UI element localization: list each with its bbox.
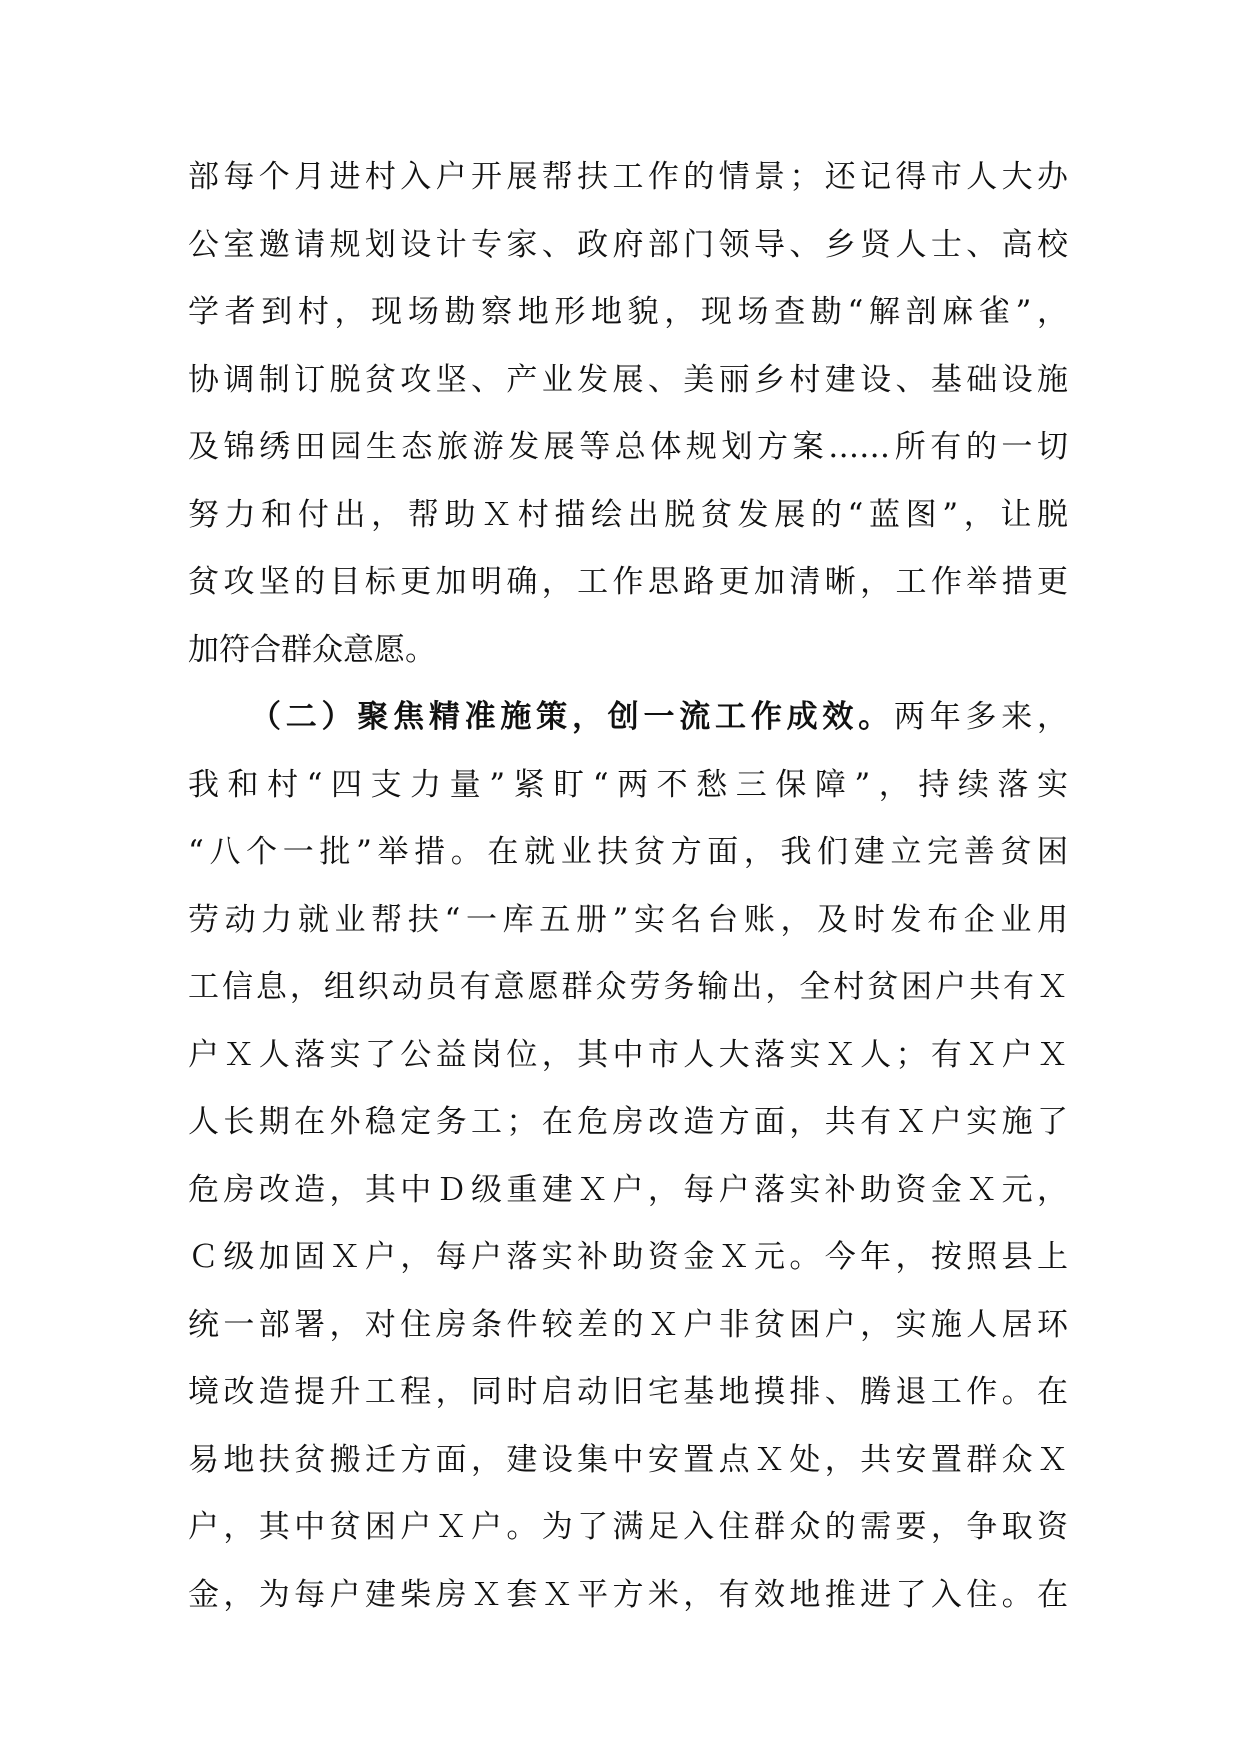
paragraph-2	[188, 684, 1068, 1629]
paragraph-first-line-text: 两年多来，	[893, 699, 1068, 735]
section-heading: （二）聚焦精准施策，创一流工作成效。	[250, 699, 894, 735]
text-line: 统一部署，对住房条件较差的Ｘ户非贫困户，实施人居环	[188, 1306, 1068, 1343]
text-line: 境改造提升工程，同时启动旧宅基地摸排、腾退工作。在	[188, 1374, 1068, 1410]
text-line: Ｃ级加固Ｘ户，每户落实补助资金Ｘ元。今年，按照县上	[188, 1239, 1068, 1275]
text-line: 我和村“四支力量”紧盯“两不愁三保障”，持续落实	[188, 766, 1068, 803]
paragraph-1	[188, 144, 1068, 684]
text-line: 户，其中贫困户Ｘ户。为了满足入住群众的需要，争取资	[188, 1509, 1068, 1545]
text-line: 危房改造，其中Ｄ级重建Ｘ户，每户落实补助资金Ｘ元，	[188, 1171, 1068, 1208]
text-line: 公室邀请规划设计专家、政府部门领导、乡贤人士、高校	[188, 226, 1068, 263]
text-line: 部每个月进村入户开展帮扶工作的情景；还记得市人大办	[188, 159, 1068, 195]
text-line: 协调制订脱贫攻坚、产业发展、美丽乡村建设、基础设施	[188, 361, 1068, 398]
text-line: 努力和付出，帮助Ｘ村描绘出脱贫发展的“蓝图”，让脱	[188, 496, 1068, 533]
paragraph-first-line	[188, 684, 1068, 752]
text-line: 学者到村，现场勘察地形地貌，现场查勘“解剖麻雀”，	[188, 294, 1068, 330]
text-line: 及锦绣田园生态旅游发展等总体规划方案……所有的一切	[188, 429, 1068, 465]
text-line: 金，为每户建柴房Ｘ套Ｘ平方米，有效地推进了入住。在	[188, 1576, 1068, 1613]
text-line: 人长期在外稳定务工；在危房改造方面，共有Ｘ户实施了	[188, 1104, 1068, 1140]
text-line: 易地扶贫搬迁方面，建设集中安置点Ｘ处，共安置群众Ｘ	[188, 1441, 1068, 1478]
text-line: 户Ｘ人落实了公益岗位，其中市人大落实Ｘ人；有Ｘ户Ｘ	[188, 1036, 1068, 1073]
text-line: 工信息，组织动员有意愿群众劳务输出，全村贫困户共有Ｘ	[188, 969, 1068, 1005]
text-line: “八个一批”举措。在就业扶贫方面，我们建立完善贫困	[188, 834, 1068, 870]
text-line: 加符合群众意愿。	[188, 631, 436, 668]
text-line: 贫攻坚的目标更加明确，工作思路更加清晰，工作举措更	[188, 564, 1068, 600]
text-line: 劳动力就业帮扶“一库五册”实名台账，及时发布企业用	[188, 901, 1068, 938]
